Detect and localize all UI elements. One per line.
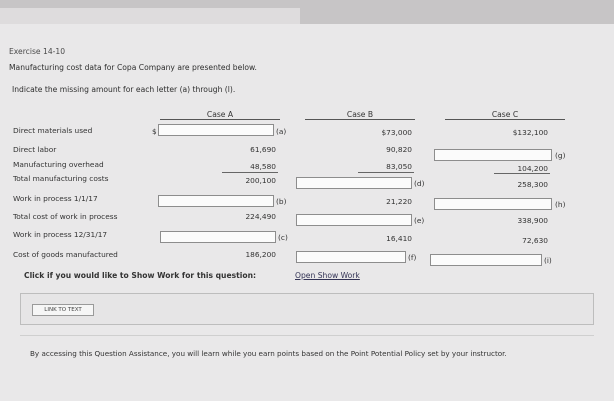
header-case-b: Case B: [346, 110, 374, 119]
mark-h: (h): [555, 200, 566, 209]
label-direct-labor: Direct labor: [13, 145, 57, 154]
mark-f: (f): [408, 253, 417, 262]
label-wip-ending: Work in process 12/31/17: [13, 230, 108, 239]
value-tmc-a: 200,100: [245, 176, 276, 185]
value-wip1-b: 21,220: [386, 197, 412, 206]
value-tcwip-c: 338,900: [517, 216, 548, 225]
value-moh-c: 104,200: [517, 164, 548, 173]
value-moh-b: 83,050: [386, 162, 412, 171]
browser-top-bar: [0, 0, 614, 24]
total-rule-a: [222, 172, 278, 173]
input-e[interactable]: [296, 214, 412, 226]
header-case-c: Case C: [491, 110, 519, 119]
header-underline-b: [305, 119, 415, 120]
input-c[interactable]: [160, 231, 276, 243]
value-dm-b: $73,000: [381, 128, 412, 137]
mark-a: (a): [276, 127, 287, 136]
mark-d: (d): [414, 179, 425, 188]
input-a[interactable]: [158, 124, 274, 136]
header-underline-a: [160, 119, 280, 120]
mark-g: (g): [555, 151, 566, 160]
link-to-text-button[interactable]: LINK TO TEXT: [32, 304, 94, 316]
value-moh-a: 48,580: [250, 162, 276, 171]
mark-i: (i): [544, 256, 552, 265]
input-f[interactable]: [296, 251, 406, 263]
input-h[interactable]: [434, 198, 552, 210]
label-manufacturing-overhead: Manufacturing overhead: [13, 160, 104, 169]
header-case-a: Case A: [206, 110, 234, 119]
show-work-question: Click if you would like to Show Work for this question:: [24, 271, 257, 280]
value-wip2-b: 16,410: [386, 234, 412, 243]
input-g[interactable]: [434, 149, 552, 161]
browser-tab-strip: [0, 8, 300, 24]
input-d[interactable]: [296, 177, 412, 189]
label-cogm: Cost of goods manufactured: [13, 250, 118, 259]
input-b[interactable]: [158, 195, 274, 207]
value-dl-a: 61,690: [250, 145, 276, 154]
exercise-instruction: Indicate the missing amount for each letter (a) through (l).: [12, 85, 236, 94]
exercise-title: Exercise 14-10: [9, 47, 66, 56]
value-tcwip-a: 224,490: [245, 212, 276, 221]
value-wip2-c: 72,630: [522, 236, 548, 245]
value-dl-b: 90,820: [386, 145, 412, 154]
mark-e: (e): [414, 216, 425, 225]
total-rule-c: [494, 173, 550, 174]
label-direct-materials: Direct materials used: [13, 126, 93, 135]
mark-c: (c): [278, 233, 288, 242]
label-total-cost-wip: Total cost of work in process: [13, 212, 118, 221]
input-i[interactable]: [430, 254, 542, 266]
header-underline-c: [445, 119, 565, 120]
assistance-panel: [20, 293, 594, 325]
value-tmc-c: 258,300: [517, 180, 548, 189]
value-dm-c: $132,100: [512, 128, 548, 137]
total-rule-b: [358, 172, 414, 173]
currency-symbol: $: [152, 127, 157, 136]
open-show-work-link[interactable]: Open Show Work: [295, 271, 360, 280]
label-total-manufacturing-costs: Total manufacturing costs: [13, 174, 109, 183]
assistance-footer-note: By accessing this Question Assistance, you will learn while you earn points based on the Point Potential Policy set by your instructor.: [30, 349, 507, 358]
mark-b: (b): [276, 197, 287, 206]
label-wip-beginning: Work in process 1/1/17: [13, 194, 98, 203]
value-cogm-a: 186,200: [245, 250, 276, 259]
footer-divider: [20, 335, 594, 336]
exercise-intro: Manufacturing cost data for Copa Company are presented below.: [9, 63, 257, 72]
